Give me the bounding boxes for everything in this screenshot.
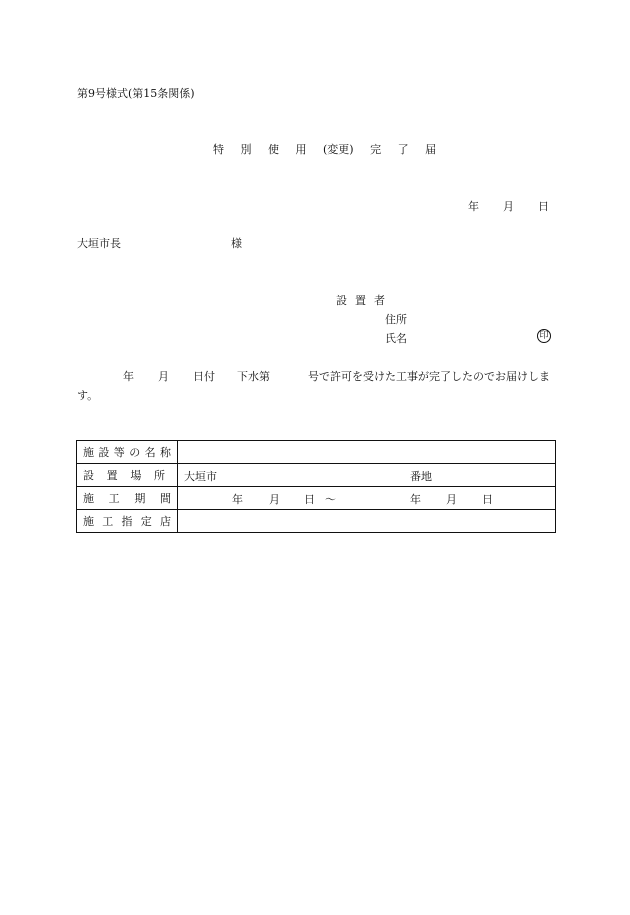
table-row xyxy=(77,464,556,487)
form-number: 第9号様式(第15条関係) xyxy=(77,87,195,100)
title-char: (変更) xyxy=(323,143,354,156)
location-label: 設置場所 xyxy=(77,464,178,487)
title-char: 用 xyxy=(295,143,307,156)
body-text xyxy=(77,367,552,405)
period-value xyxy=(178,487,556,510)
completion-info-table xyxy=(76,440,556,533)
body-year: 年 xyxy=(123,370,134,383)
table-row xyxy=(77,510,556,533)
end-day: 日 xyxy=(482,493,493,506)
period-tilde: 〜 xyxy=(325,493,336,506)
title-char: 使 xyxy=(268,143,279,156)
name-label: 氏名 xyxy=(385,332,407,345)
period-label: 施工期間 xyxy=(77,487,178,510)
start-year: 年 xyxy=(232,493,243,506)
body-permit-prefix: 下水第 xyxy=(237,370,270,383)
location-city: 大垣市 xyxy=(184,470,217,483)
start-month: 月 xyxy=(269,493,280,506)
date-year: 年 xyxy=(468,200,479,213)
body-sentence: 号で許可を受けた工事が完了したのでお届けします。 xyxy=(77,370,550,402)
contractor-value xyxy=(178,510,556,533)
addressee: 大垣市長 xyxy=(77,237,121,250)
date-month: 月 xyxy=(503,200,514,213)
location-banchi: 番地 xyxy=(410,470,432,483)
end-year: 年 xyxy=(410,493,421,506)
title-char: 完 xyxy=(370,143,382,156)
honorific: 様 xyxy=(231,237,242,250)
contractor-label: 施工指定店 xyxy=(77,510,178,533)
title-char: 届 xyxy=(425,143,437,156)
title-char: 了 xyxy=(397,143,409,156)
date-day: 日 xyxy=(538,200,549,213)
facility-name-value xyxy=(178,441,556,464)
address-label: 住所 xyxy=(385,313,407,326)
seal-mark: 印 xyxy=(537,329,551,343)
title-char: 特 xyxy=(213,143,224,156)
title-char: 別 xyxy=(240,143,252,156)
table-row xyxy=(77,441,556,464)
location-value xyxy=(178,464,556,487)
end-month: 月 xyxy=(446,493,457,506)
start-day: 日 xyxy=(304,493,315,506)
submission-date xyxy=(468,198,549,214)
applicant-heading: 設置者 xyxy=(336,294,393,307)
table-row xyxy=(77,487,556,510)
body-day: 日付 xyxy=(193,370,215,383)
body-month: 月 xyxy=(158,370,169,383)
document-title xyxy=(213,141,436,157)
facility-name-label: 施設等の名称 xyxy=(77,441,178,464)
